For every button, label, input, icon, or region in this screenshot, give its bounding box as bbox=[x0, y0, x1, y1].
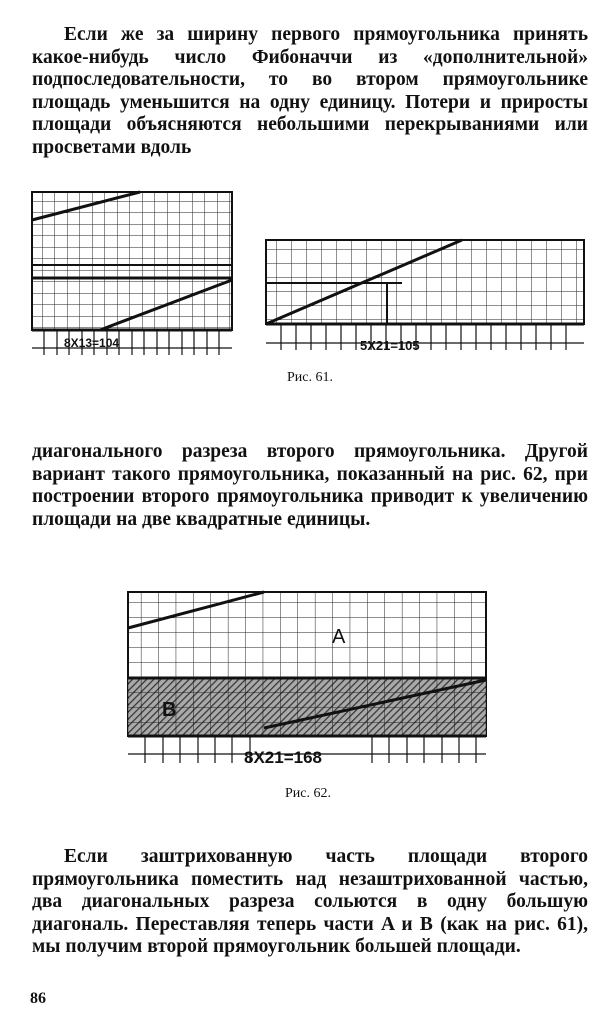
figure-62-label: 8X21=168 bbox=[244, 748, 322, 767]
figure-61-right-grid bbox=[262, 236, 592, 356]
paragraph-2: диагонального разреза второго прямоугольника. Другой вариант такого прямоугольника, показанный на рис. 62, при построении второго прямоугольника приводит к увеличению площади на две квадратные единицы. bbox=[32, 441, 588, 530]
page-number: 86 bbox=[30, 990, 46, 1007]
part-a-label: A bbox=[332, 626, 346, 648]
paragraph-3: Если заштрихованную часть площади второго прямоугольника поместить над незаштрихованной частью, два диагональных разреза сольются в одну большую диагональ. Переставляя теперь части A и B (как на рис. 61), мы получим второй прямоугольник большей площади. bbox=[32, 846, 588, 957]
figure-61-left-grid bbox=[30, 190, 240, 365]
paragraph-1: Если же за ширину первого прямоугольника принять какое-нибудь число Фибоначчи из «дополнительной» подпоследовательности, то во втором прямоугольнике площадь уменьшится на одну единицу. Потери и приросты площади объясняются небольшими перекрываниями или просветами вдоль bbox=[32, 24, 588, 158]
figure-61-right-label: 5X21=105 bbox=[360, 338, 420, 353]
figure-61-caption: Рис. 61. bbox=[287, 370, 333, 385]
figure-62-grid bbox=[124, 588, 492, 768]
part-b-label: B bbox=[162, 699, 177, 721]
figure-61-left-label: 8X13=104 bbox=[64, 336, 120, 350]
figure-62-caption: Рис. 62. bbox=[285, 786, 331, 801]
